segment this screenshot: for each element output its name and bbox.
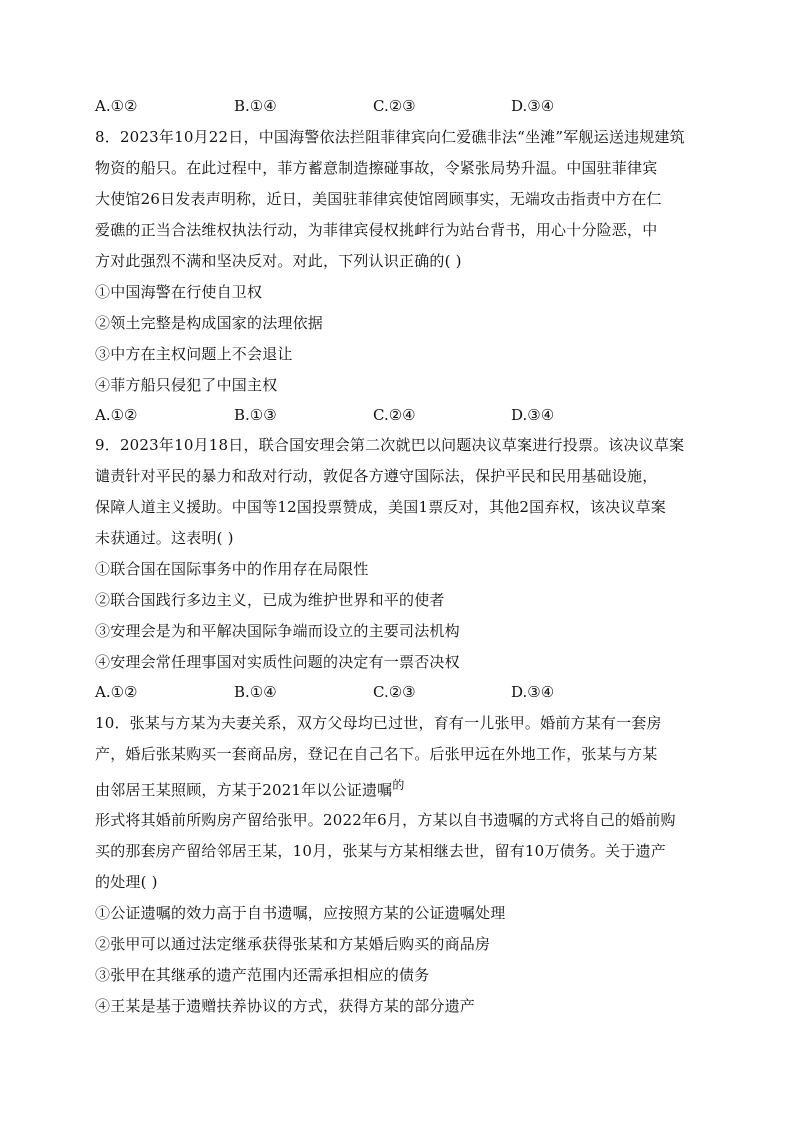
q8-option-b: B.①③ (234, 406, 277, 424)
q9-option-c: C.②③ (373, 683, 416, 701)
q9-statement-3: ③安理会是为和平解决国际争端而设立的主要司法机构 (95, 622, 460, 640)
q9-stem-line-4: 未获通过。这表明( ) (95, 529, 234, 547)
q10-statement-4: ④王某是基于遗赠扶养协议的方式，获得方某的部分遗产 (95, 997, 476, 1015)
q10-stem-line-5: 买的那套房产留给邻居王某，10月，张某与方某相继去世，留有10万债务。关于遗产 (95, 842, 666, 860)
q9-statement-2: ②联合国践行多边主义，已成为维护世界和平的使者 (95, 591, 445, 609)
q8-stem-line-4: 爱礁的正当合法维权执法行动，为菲律宾侵权挑衅行为站台背书，用心十分险恶，中 (95, 221, 658, 239)
q8-stem-line-5: 方对此强烈不满和坚决反对。对此，下列认识正确的( ) (95, 252, 462, 270)
q10-stem-line-3 (95, 775, 705, 800)
q9-statement-4: ④安理会常任理事国对实质性问题的决定有一票否决权 (95, 653, 460, 671)
q9-stem-line-2: 谴责针对平民的暴力和敌对行动，敦促各方遵守国际法，保护平民和民用基础设施， (95, 467, 658, 485)
q10-stem-line-1: 10．张某与方某为夫妻关系，双方父母均已过世，育有一儿张甲。婚前方某有一套房 (95, 714, 662, 732)
q10-statement-1: ①公证遗嘱的效力高于自书遗嘱，应按照方某的公证遗嘱处理 (95, 904, 506, 922)
q9-option-b: B.①④ (234, 683, 277, 701)
q7-option-d: D.③④ (511, 97, 555, 115)
q8-option-c: C.②④ (373, 406, 416, 424)
q10-statement-3: ③张甲在其继承的遗产范围内还需承担相应的债务 (95, 966, 430, 984)
q7-option-a: A.①② (95, 97, 138, 115)
q10-stem-line-2: 产，婚后张某购买一套商品房，登记在自己名下。后张甲远在外地工作，张某与方某 (95, 745, 658, 763)
q10-stem-line-3-tail: 的 (392, 778, 405, 792)
q8-statement-3: ③中方在主权问题上不会退让 (95, 345, 293, 363)
q8-statement-2: ②领土完整是构成国家的法理依据 (95, 314, 324, 332)
q8-stem-line-2: 物资的船只。在此过程中，菲方蓄意制造擦碰事故，令紧张局势升温。中国驻菲律宾 (95, 159, 658, 177)
q8-statement-1: ①中国海警在行使自卫权 (95, 283, 263, 301)
q8-stem-line-3: 大使馆26日发表声明称，近日，美国驻菲律宾使馆罔顾事实，无端攻击指责中方在仁 (95, 190, 662, 208)
q9-stem-line-3: 保障人道主义援助。中国等12国投票赞成，美国1票反对，其他2国弃权，该决议草案 (95, 498, 666, 516)
q8-options (95, 405, 705, 425)
q8-option-d: D.③④ (511, 406, 555, 424)
q8-option-a: A.①② (95, 406, 138, 424)
q10-stem-line-6: 的处理( ) (95, 873, 158, 891)
q7-option-b: B.①④ (234, 97, 277, 115)
q8-stem-line-1: 8．2023年10月22日，中国海警依法拦阻菲律宾向仁爱礁非法“坐滩”军舰运送违规建筑 (95, 128, 685, 146)
q9-statement-1: ①联合国在国际事务中的作用存在局限性 (95, 560, 369, 578)
q8-statement-4: ④菲方船只侵犯了中国主权 (95, 376, 278, 394)
q10-stem-line-4: 形式将其婚前所购房产留给张甲。2022年6月，方某以自书遗嘱的方式将自己的婚前购 (95, 811, 676, 829)
q9-option-a: A.①② (95, 683, 138, 701)
q9-option-d: D.③④ (511, 683, 555, 701)
q7-options (95, 96, 705, 116)
q7-option-c: C.②③ (373, 97, 416, 115)
q10-statement-2: ②张甲可以通过法定继承获得张某和方某婚后购买的商品房 (95, 935, 491, 953)
q10-stem-line-3-text: 由邻居王某照顾，方某于2021年以公证遗嘱 (95, 781, 393, 799)
q9-options (95, 682, 705, 702)
q9-stem-line-1: 9．2023年10月18日，联合国安理会第二次就巴以问题决议草案进行投票。该决议草案 (95, 436, 685, 454)
